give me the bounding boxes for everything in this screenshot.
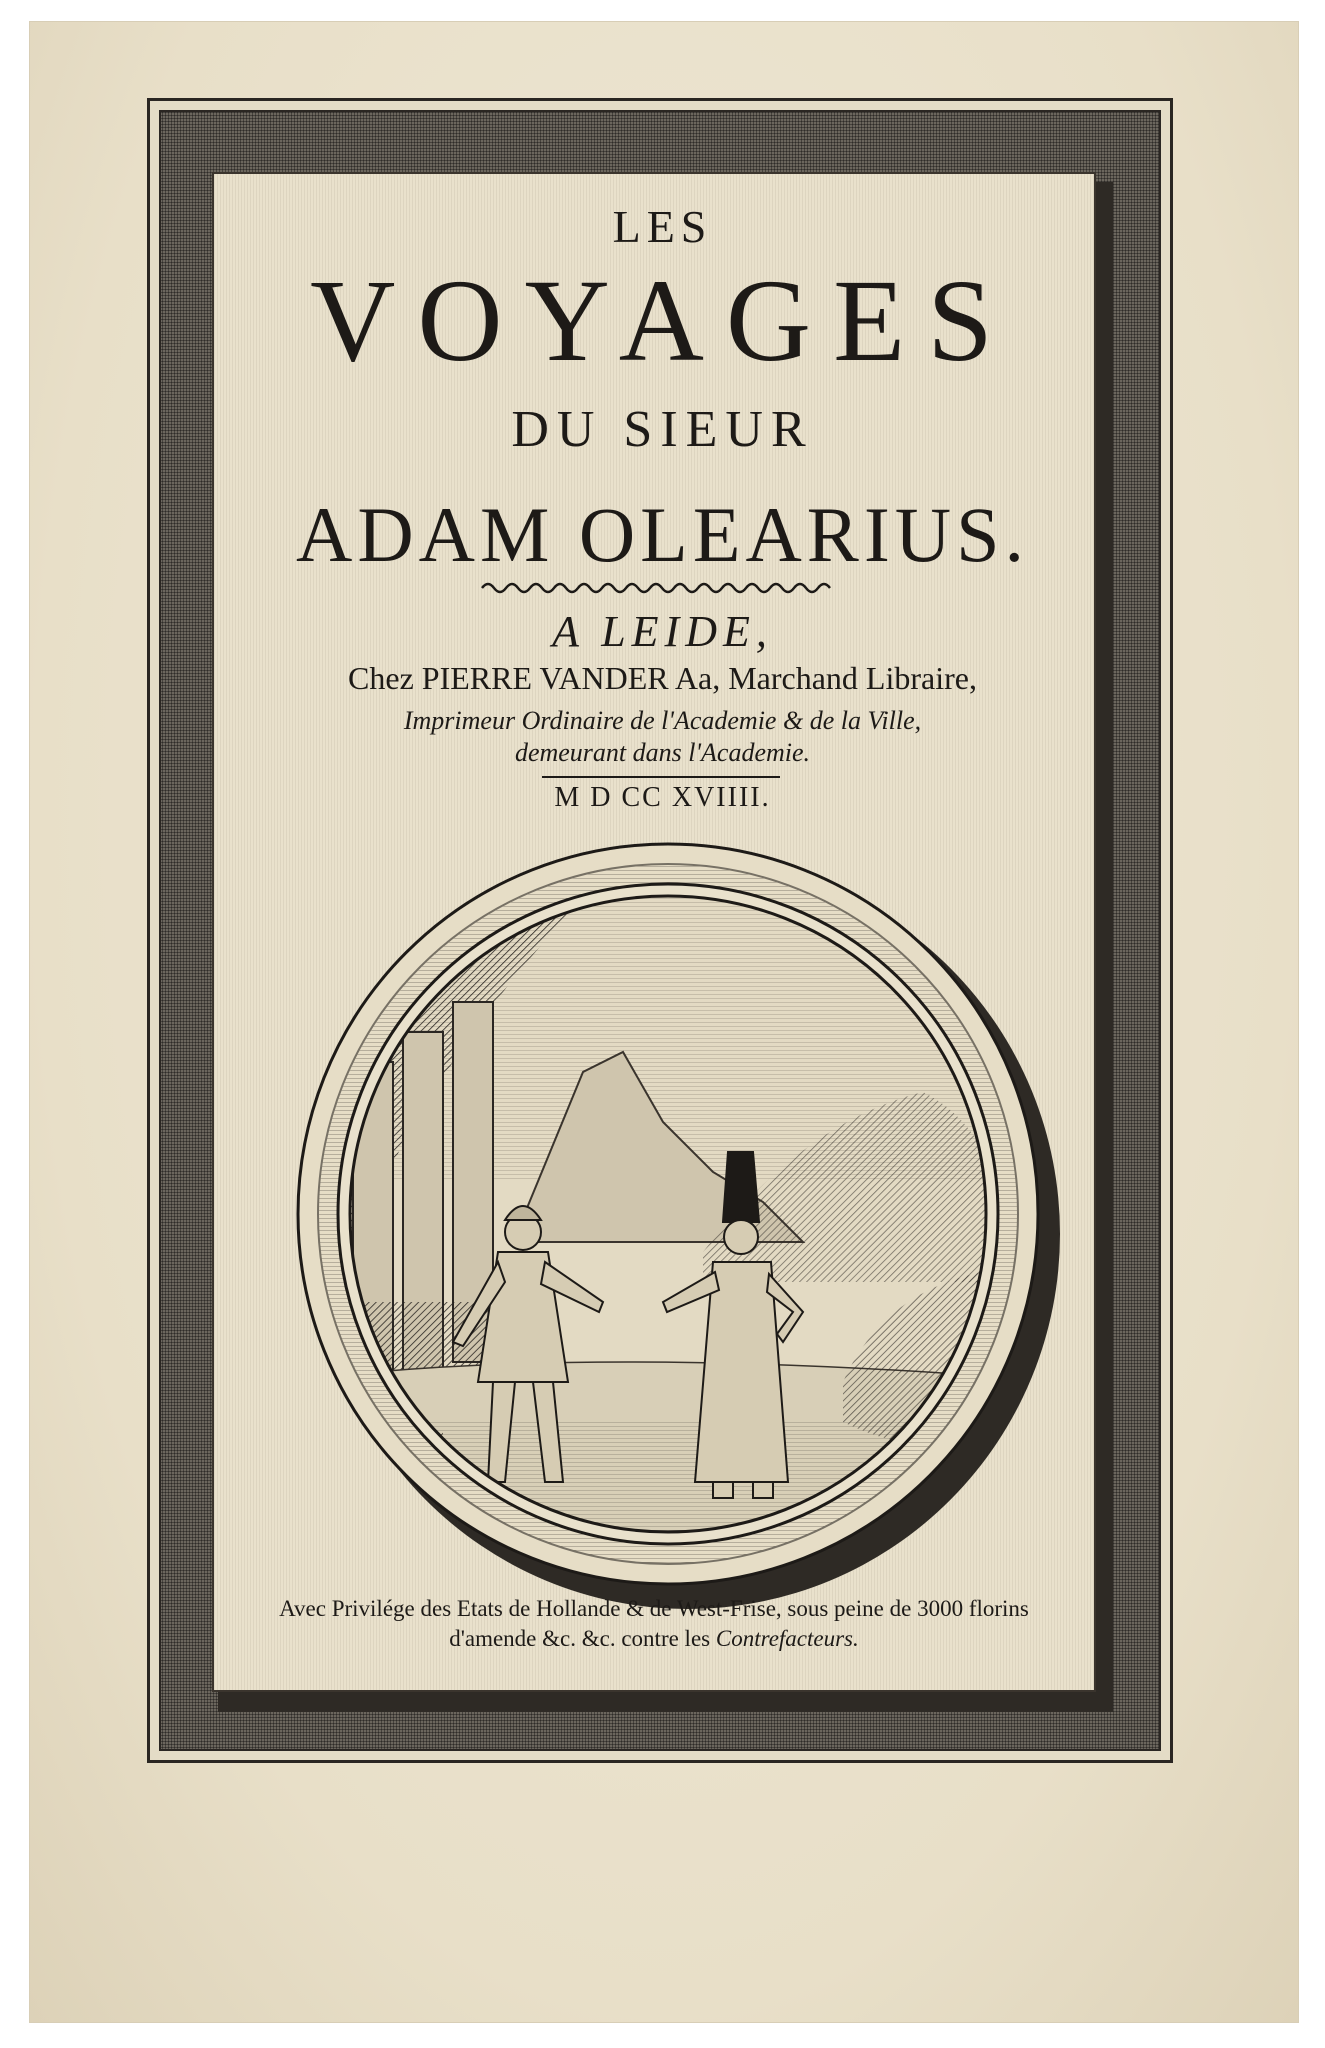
imprint-date: M D CC XVIIII. [554,782,771,813]
imprint-publisher: Chez PIERRE VANDER Aa, Marchand Libraire, [348,660,977,696]
engraved-medallion-illustration-icon [283,822,1063,1612]
privilege-line-1: Avec Privilége des Etats de Hollande & de West-Frise, sous peine de 3000 florins [279,1596,1029,1621]
ornament-rule-icon [480,580,840,596]
imprint-place: A LEIDE, [552,607,773,656]
title-line-les: LES [612,201,713,252]
divider-rule [542,776,780,778]
imprint-residence: demeurant dans l'Academie. [514,738,811,767]
privilege-line-2 [212,1626,1096,1652]
privilege-line-2-text: d'amende &c. &c. contre les [449,1626,716,1651]
imprint-role: Imprimeur Ordinaire de l'Academie & de la Ville, [403,706,922,735]
privilege-line-2-italic: Contrefacteurs. [715,1626,859,1651]
title-line-du-sieur: DU SIEUR [511,401,814,458]
title-line-voyages: VOYAGES [310,255,1015,386]
title-line-author: ADAM OLEARIUS. [296,491,1029,578]
